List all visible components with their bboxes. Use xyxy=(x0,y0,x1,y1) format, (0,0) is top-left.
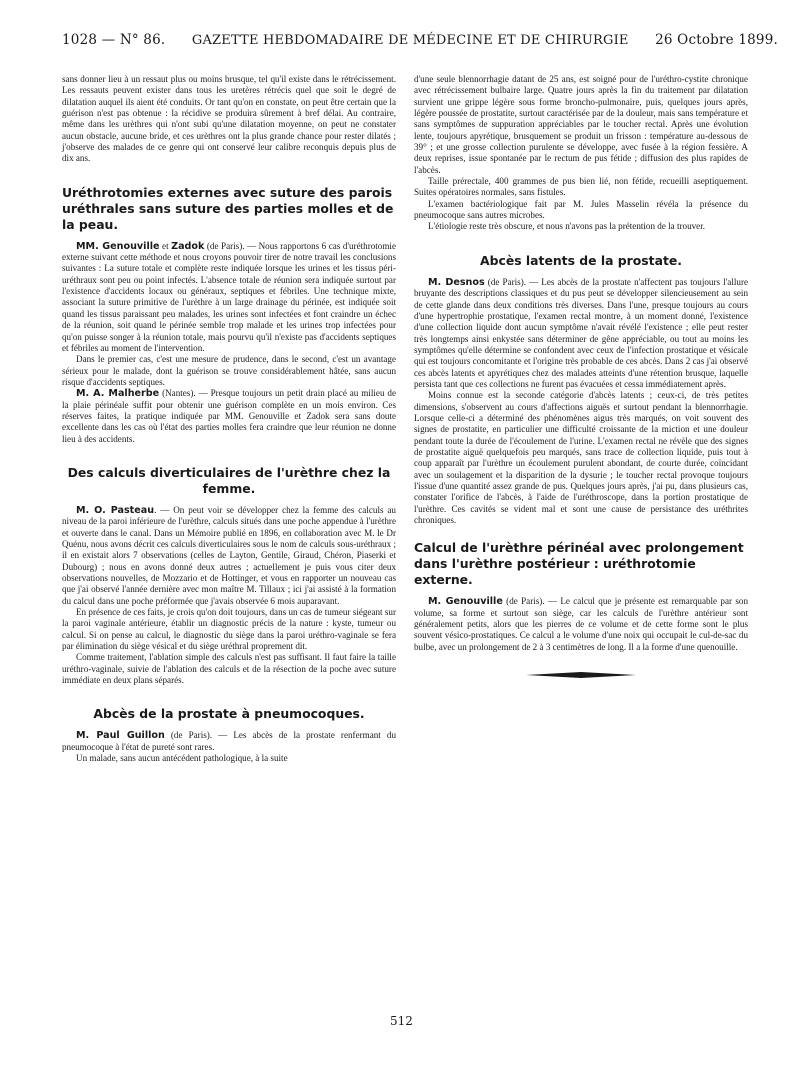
section1-paragraph-2: Dans le premier cas, c'est une mesure de prudence, dans le second, c'est un avantage sérieux pour le malade, dont la guérison se trouve considérablement hâtée, sans aucun risque d'accidents septiques. xyxy=(62,354,396,387)
running-header xyxy=(62,32,778,54)
section3-paragraph-1: M. Paul Guillon (de Paris). — Les abcès de la prostate renfermant du pneumocoque à l'état de pureté sont rares. xyxy=(62,730,396,752)
author-name: M. Paul Guillon xyxy=(76,730,165,742)
section-title-abces-latents: Abcès latents de la prostate. xyxy=(480,252,682,268)
section-title-calculs-diverticulaires: Des calculs diverticulaires de l'urèthre chez la femme. xyxy=(67,464,391,496)
section2-paragraph-1: M. O. Pasteau. — On peut voir se développer chez la femme des calculs au niveau de la paroi inférieure de l'urèthre, calculs situés dans une poche appendue à l'urèthre et ouverte dans le canal. Dans un Mémoire publié en 1896, en collaboration avec M. le Dr Quénu, nous avons décrit ces calculs diverticulaires sous le nom de calculs sous-uréthraux ; il en existait alors 7 observations (celles de Layton, Gentile, Giraud, Chéron, Piaserki et Dubourg) ; nous en avons donné deux autres ; actuellement je puis vous citer deux observations nouvelles, de Mozzario et de Hottinger, et vous en rapporter un nouveau cas que j'ai observé l'année dernière avec mon maître M. Tillaux ; ici j'ai assisté à la formation du calcul dans une poche préformée que j'avais observée 6 mois auparavant. xyxy=(62,504,396,606)
section-title-abces-pneumocoques: Abcès de la prostate à pneumocoques. xyxy=(93,706,365,722)
section1-paragraph-1: MM. Genouville et Zadok (de Paris). — Nous rapportons 6 cas d'uréthrotomie externe suivant cette méthode et nous croyons pouvoir tirer de notre travail les conclusions suivantes : La suture totale et complète reste indiquée lorsque les urines et les tissus péri-uréthraux sont peu ou point infectés. L'absence totale de réunion sera indiquée surtout par l'existence d'accidents locaux ou généraux, septiques et fébriles. Une technique mixte, associant la suture primitive de l'urèthre à un large drainage du périnée, est indiquée soit quand les tissus paraissant peu malades, les urines sont infectées et font craindre un échec de la réunion, soit quand le périnée semble trop malade et les urines trop infectées pour qu'on puisse songer à la réunion totale, mais pourvu qu'il n'existe pas d'accidents septiques et fébriles au moment de l'intervention. xyxy=(62,240,396,353)
section4-paragraph-1: M. Desnos (de Paris). — Les abcès de la prostate n'affectent pas toujours l'allure bruyante des descriptions classiques et du pus peut se développer silencieusement au sein de cette glande dans deux conditions très diverses. Dans l'une, presque toujours au cours d'une hypertrophie prostatique, l'examen rectal montre, à un moment donné, l'existence d'une collection liquide dont aucun symptôme n'avait révélé l'existence ; elle peut rester très longtemps ainsi enkystée sans déterminer de gêne appréciable, ou tout au moins les symptômes qu'elle détermine se confondent avec ceux de l'infection prostatique et vésicale qui est toujours concomitante et l'origine très probable de ces abcès. Dans 2 cas j'ai observé ces abcès latents et apyrétiques chez des malades atteints d'une rétention brusque, laquelle persista tant que ces collections ne furent pas évacuées et cessa immédiatement après. xyxy=(414,276,749,389)
continuation-paragraph-3: L'examen bactériologique fait par M. Jules Masselin révéla la présence du pneumocoque sans autres microbes. xyxy=(414,198,748,221)
intro-paragraph: sans donner lieu à un ressaut plus ou moins brusque, tel qu'il existe dans le rétrécissement. Les ressauts peuvent exister dans tous les uretères rétrécis quel que soit le degré de dilatation auquel ils aient été conduits. Or tant qu'on en constate, on peut être certain que la guérison n'est pas obtenue : la récidive se produira sûrement à bref délai. Au contraire, même dans les urèthres qui n'ont subi qu'une dilatation moyenne, on peut ne constater aucun obstacle, aucune bride, et ces urèthres ont la plus grande chance pour rester dilatés ; j'observe des malades de ce genre qui ont conservé leur calibre reconquis depuis plus de dix ans. xyxy=(62,74,396,164)
page-number: 512 xyxy=(390,1014,413,1028)
end-ornament-rule xyxy=(526,671,636,679)
section-title-urethrotomies: Uréthrotomies externes avec suture des parois uréthrales sans suture des parties molles et de la peau. xyxy=(62,184,394,232)
journal-title: GAZETTE HEBDOMADAIRE DE MÉDECINE ET DE CHIRURGIE xyxy=(191,33,629,48)
author-name: M. A. Malherbe xyxy=(76,388,160,400)
issue-number: 1028 — N° 86. xyxy=(62,32,166,48)
author-name: M. Desnos xyxy=(428,276,485,288)
section4-paragraph-2: Moins connue est la seconde catégorie d'abcès latents ; ceux-ci, de très petites dimensions, s'observent au cours d'affections aiguës et surtout pendant la blennorrhagie. Lorsque celle-ci a déterminé des phénomènes aigus très marqués, on voit souvent des signes de prostatite, en particulier une difficulté croissante de la miction et une douleur pendant toute la durée de l'écoulement de l'urine. L'examen rectal ne révèle que des signes de prostatite aiguë quelquefois peu marqués, sans trace de collection liquide, puis tout à coup apparaît par l'urèthre un écoulement purulent abondant, de courte durée, coïncidant avec un soulagement et la disparition de la dysurie ; le toucher rectal provoque toujours l'issue d'une quantité assez grande de pus. Quelques jours après, j'ai pu, dans plusieurs cas, constater l'orifice de l'abcès, à l'aide de l'uréthroscope, dans la portion prostatique de l'urèthre. Ces cavités se vident mal et sont une cause de persistance des uréthrites chroniques. xyxy=(414,390,748,526)
continuation-paragraph-4: L'étiologie reste très obscure, et nous n'avons pas la prétention de la trouver. xyxy=(428,221,706,232)
left-column xyxy=(62,74,396,764)
author-name: M. O. Pasteau xyxy=(76,504,155,516)
continuation-paragraph-2: Taille prérectale, 400 grammes de pus bien lié, non fétide, recueilli aseptiquement. Suites opératoires normales, sans fistules. xyxy=(414,176,748,198)
section2-paragraph-3: Comme traitement, l'ablation simple des calculs n'est pas suffisant. Il faut faire la taille uréthro-vaginale, suivie de l'ablation des calculs et de la résection de la poche avec suture immédiate en deux plans séparés. xyxy=(62,652,396,686)
issue-date: 26 Octobre 1899. xyxy=(655,32,778,48)
author-name: MM. Genouville xyxy=(76,240,160,252)
continuation-paragraph-1: d'une seule blennorrhagie datant de 25 ans, est soigné pour de l'uréthro-cystite chronique avec rétrécissement bulbaire large. Quatre jours après la fin du traitement par dilatation survient une grippe légère sous forme broncho-pulmonaire, puis, quelques jours après, légère poussée de prostatite, surtout caractérisée par de la douleur, mais sans température et sans symptômes de suppuration appréciables par le toucher rectal. Après une évolution lente, toujours apyrétique, brusquement se produit un frisson : température au-dessous de 39° ; et une grosse collection purulente se développe, avec fusée à la région fessière. A deux reprises, issue spontanée par le rectum de pus fétide ; diffusion des plus rapides de l'abcès. xyxy=(414,74,748,175)
author-name: M. Genouville xyxy=(428,596,503,608)
section1-paragraph-3: M. A. Malherbe (Nantes). — Presque toujours un petit drain placé au milieu de la plaie périnéale suffit pour obtenir une guérison complète en un mois environ. Ces réserves faites, la pratique indiquée par MM. Genouville et Zadok sera sans doute excellente dans les cas où l'état des parties molles fera craindre que leur réunion ne donne lieu à des accidents. xyxy=(62,388,396,444)
author-name: Zadok xyxy=(171,240,205,252)
section2-paragraph-2: En présence de ces faits, je crois qu'on doit toujours, dans un cas de tumeur siégeant sur la paroi vaginale antérieure, établir un diagnostic précis de la nature : kyste, tumeur ou calcul. Si on pense au calcul, le diagnostic du siège dans la paroi uréthro-vaginale se fera par élimination du siège vésical et du siège uréthral proprement dit. xyxy=(62,607,396,652)
section5-paragraph-1: M. Genouville (de Paris). — Le calcul que je présente est remarquable par son volume, sa forme et surtout son siège, car les calculs de l'urèthre antérieur sont généralement petits, alors que les pierres de ce volume et de cette forme sont le plus souvent vésico-prostatiques. Ce calcul a le volume d'une noix qui occupait le cul-de-sac du bulbe, avec un prolongement de 2 à 3 centimètres de long. Il a la forme d'une quenouille. xyxy=(414,596,748,652)
right-column xyxy=(414,74,748,679)
section3-paragraph-2: Un malade, sans aucun antécédent pathologique, à la suite xyxy=(76,753,288,764)
section-title-calcul-urethre-perineal: Calcul de l'urèthre périnéal avec prolongement dans l'urèthre postérieur : uréthrotomie externe. xyxy=(414,540,744,588)
